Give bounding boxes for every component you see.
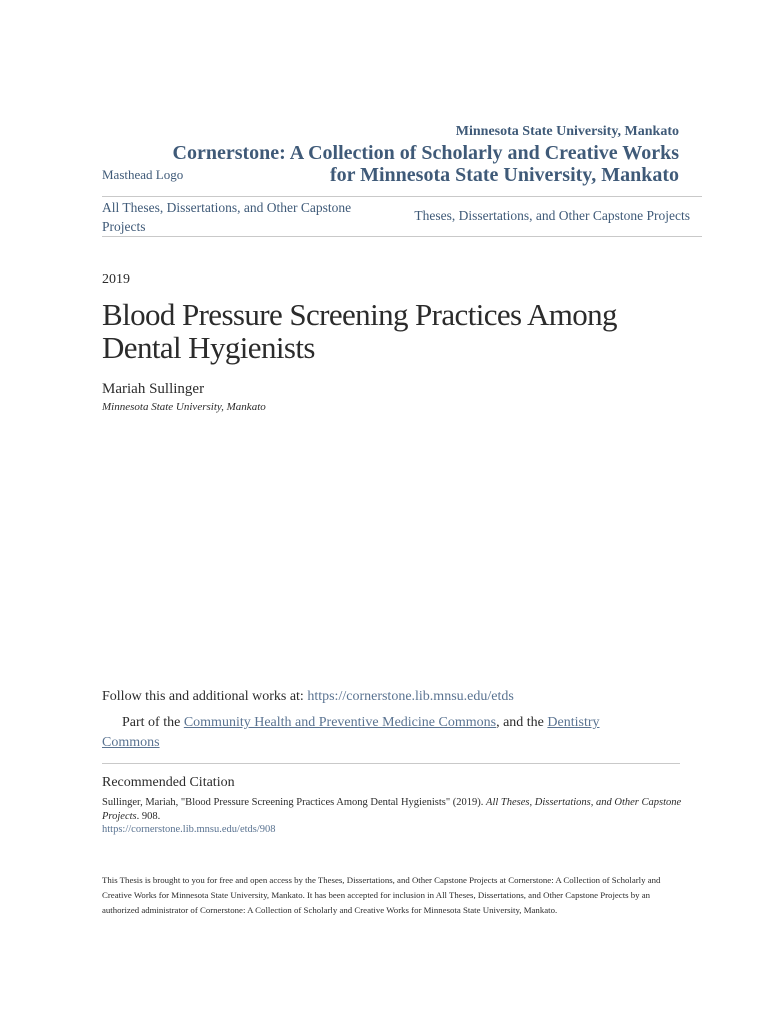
author-affiliation: Minnesota State University, Mankato [102,401,266,413]
follow-label: Follow this and additional works at: [102,689,308,704]
author-name: Mariah Sullinger [102,381,205,397]
citation-number: . 908. [136,811,161,822]
citation-divider [102,763,680,764]
community-health-commons-link[interactable]: Community Health and Preventive Medicine Commons [183,715,497,730]
repository-title[interactable]: Cornerstone: A Collection of Scholarly and Creative Works for Minnesota State University, Mankato [172,142,679,186]
dentistry-commons-link[interactable]: Dentistry Commons [102,715,600,750]
recommended-citation-heading: Recommended Citation [102,775,235,790]
paper-title: Blood Pressure Screening Practices Among Dental Hygienists [102,297,617,365]
header-divider-top [102,196,702,197]
header-divider-bottom [102,236,702,237]
citation-url-link[interactable]: https://cornerstone.lib.mnsu.edu/etds/908 [102,824,276,835]
part-of-line [102,713,622,753]
citation-series: All Theses, Dissertations, and Other Capstone Projects [102,797,682,822]
part-of-middle: , and the [496,715,548,730]
institution-name[interactable]: Minnesota State University, Mankato [455,124,679,139]
follow-line [102,689,514,705]
citation-text [102,796,682,824]
follow-url-link[interactable]: https://cornerstone.lib.mnsu.edu/etds [307,689,514,704]
masthead-logo[interactable]: Masthead Logo [102,167,184,182]
citation-prefix: Sullinger, Mariah, "Blood Pressure Screening Practices Among Dental Hygienists" (2019). [102,797,487,808]
publication-year: 2019 [102,272,130,287]
collection-link-theses[interactable]: Theses, Dissertations, and Other Capstone Projects [414,208,690,223]
collection-link-all[interactable]: All Theses, Dissertations, and Other Capstone Projects [102,200,352,234]
access-disclaimer: This Thesis is brought to you for free and open access by the Theses, Dissertations, and Other Capstone Projects at Cornerstone: A Collection of Scholarly and Creative Works for Minnesota State University, Mankato. It has been accepted for inclusion in All Theses, Dissertations, and Other Capstone Projects by an authorized administrator of Cornerstone: A Collection of Scholarly and Creative Works for Minnesota State University, Mankato. [102,875,661,915]
part-of-prefix: Part of the [122,715,184,730]
